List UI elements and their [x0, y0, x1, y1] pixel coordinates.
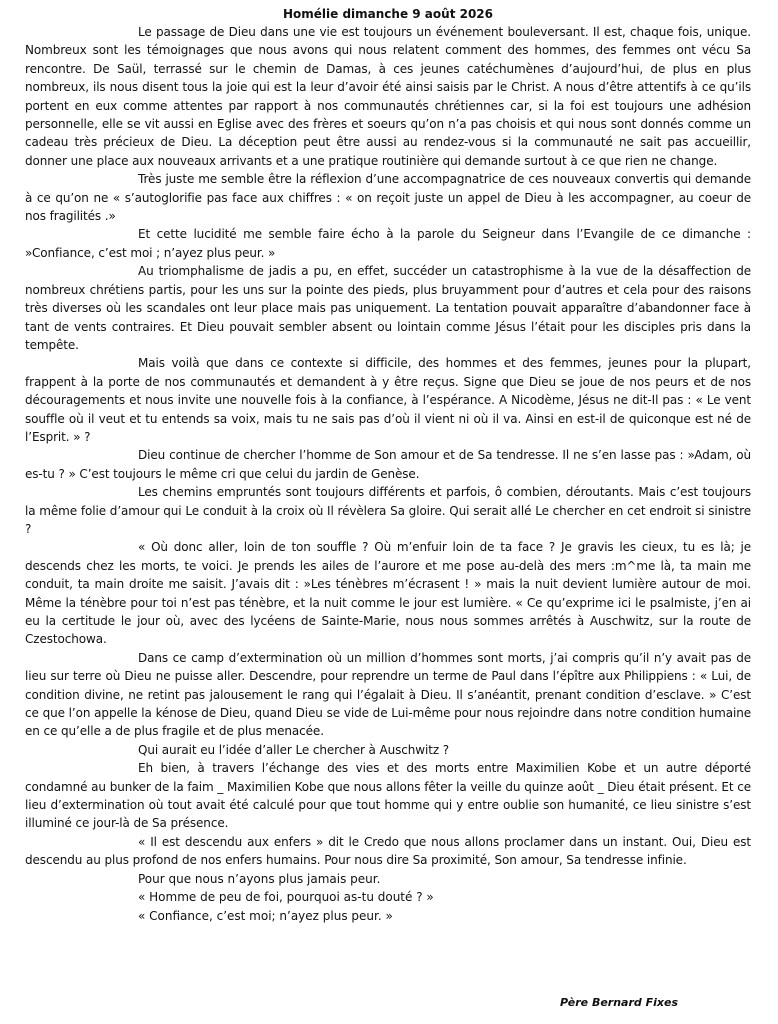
paragraph-10: Qui aurait eu l’idée d’aller Le chercher à Auschwitz ?: [138, 742, 450, 757]
document-title: Homélie dimanche 9 août 2026: [282, 7, 494, 21]
paragraph-8: « Où donc aller, loin de ton souffle ? Où m’enfuir loin de ta face ? Je gravis les cieux, tu es là; je descends chez les morts, te voici. Je prends les ailes de l’aurore et me pose au-delà des mers :m^me là, ta main me conduit, ta main droite me saisit. J’avais dit : »Les ténèbres m’écrasent ! » mais la nuit devient lumière autour de moi. Même la ténèbre pour toi n’est pas ténèbre, et la nuit comme le jour est lumière. « Ce qu’exprime ici le psalmiste, j’en ai eu la certitude le jour où, avec des lycéens de Sainte-Marie, nous nous sommes arrêtés à Auschwitz, sur la route de Czestochowa.: [25, 540, 751, 647]
paragraph-5: Mais voilà que dans ce contexte si difficile, des hommes et des femmes, jeunes pour la plupart, frappent à la porte de nos communautés et demandent à y être reçus. Signe que Dieu se joue de nos peurs et de nos découragements et nous invite une nouvelle fois à la confiance, à l’espérance. A Nicodème, Jésus ne dit-Il pas : « Le vent souffle où il veut et tu entends sa voix, mais tu ne sais pas d’où il vient ni où il va. Ainsi en est-il de quiconque est né de l’Esprit. » ?: [25, 356, 751, 444]
paragraph-9: Dans ce camp d’extermination où un million d’hommes sont morts, j’ai compris qu’il n’y avait pas de lieu sur terre où Dieu ne puisse aller. Descendre, pour reprendre un terme de Paul dans l’épître aux Philippiens : « Lui, de condition divine, ne retint pas jalousement le rang qui l’égalait à Dieu. Il s’anéantit, prenant condition d’esclave. » C’est ce que l’on appelle la kénose de Dieu, quand Dieu se vide de Lui-même pour nous rejoindre dans notre condition humaine en ce qu’elle a de plus fragile et de plus menacée.: [25, 650, 751, 739]
paragraph-4: Au triomphalisme de jadis a pu, en effet, succéder un catastrophisme à la vue de la désaffection de nombreux chrétiens partis, pour les uns sur la pointe des pieds, plus bruyamment pour d’autres et cela pour des raisons très diverses où les scandales ont leur place mais pas uniquement. La tentation pouvait apparaître d’abandonner face à tant de vents contraires. Et Dieu pouvait sembler absent ou lointain comme Jésus l’était pour les disciples pris dans la tempête.: [25, 264, 751, 352]
homily-document: [25, 7, 751, 925]
paragraph-12: « Il est descendu aux enfers » dit le Credo que nous allons proclamer dans un instant. Oui, Dieu est descendu au plus profond de nos enfers humains. Pour nous dire Sa proximité, Son amour, Sa tendresse infinie.: [25, 834, 751, 868]
closing-line-1: Pour que nous n’ayons plus jamais peur.: [138, 871, 381, 886]
paragraph-2: Très juste me semble être la réflexion d’une accompagnatrice de ces nouveaux convertis qui demande à ce qu’on ne « s’autoglorifie pas face aux chiffres : « on reçoit juste un appel de Dieu à les accompagner, au coeur de nos fragilités .»: [25, 172, 751, 224]
paragraph-3: Et cette lucidité me semble faire écho à la parole du Seigneur dans l’Evangile de ce dimanche : »Confiance, c’est moi ; n’ayez plus peur. »: [25, 227, 751, 260]
closing-line-2: « Homme de peu de foi, pourquoi as-tu douté ? »: [138, 890, 434, 905]
signature: Père Bernard Fixes: [560, 996, 678, 1009]
closing-line-3: « Confiance, c’est moi; n’ayez plus peur. »: [138, 908, 393, 923]
paragraph-1: Le passage de Dieu dans une vie est toujours un événement bouleversant. Il est, chaque fois, unique. Nombreux sont les témoignages que nous avons qui nous relatent comment des hommes, des femmes ont vécu Sa rencontre. De Saül, terrassé sur le chemin de Damas, à ces jeunes catéchumènes d’aujourd’hui, de plus en plus nombreux, ils nous disent tous la joie qui est la leur d’avoir été ainsi saisis par le Christ. A nous d’être attentifs à ce qu’ils portent en eux comme attentes par rapport à nos communautés chrétiennes car, si la foi est toujours une adhésion personnelle, elle se vit aussi en Eglise avec des frères et soeurs qu’on n’a pas choisis et qui nous sont donnés comme un cadeau très précieux de Dieu. La déception peut être aussi au rendez-vous si la communauté ne sait pas accueillir, donner une place aux nouveaux arrivants et a une pratique routinière qui demande surtout à ce que rien ne change.: [25, 25, 751, 168]
paragraph-6: Dieu continue de chercher l’homme de Son amour et de Sa tendresse. Il ne s’en lasse pas : »Adam, où es-tu ? » C’est toujours le même cri que celui du jardin de Genèse.: [25, 448, 751, 481]
paragraph-11: Eh bien, à travers l’échange des vies et des morts entre Maximilien Kobe et un autre déporté condamné au bunker de la faim _ Maximilien Kobe que nous allons fêter la veille du quinze août _ Dieu était présent. Et ce lieu d’extermination où tout avait été calculé pour que tout homme qui y entre oublie son humanité, ce lieu sinistre s’est illuminé ce jour-là de Sa présence.: [25, 761, 751, 831]
paragraph-7: Les chemins empruntés sont toujours différents et parfois, ô combien, déroutants. Mais c’est toujours la même folie d’amour qui Le conduit à la croix où Il révèlera Sa gloire. Qui serait allé Le chercher en cet endroit si sinistre ?: [25, 485, 751, 536]
